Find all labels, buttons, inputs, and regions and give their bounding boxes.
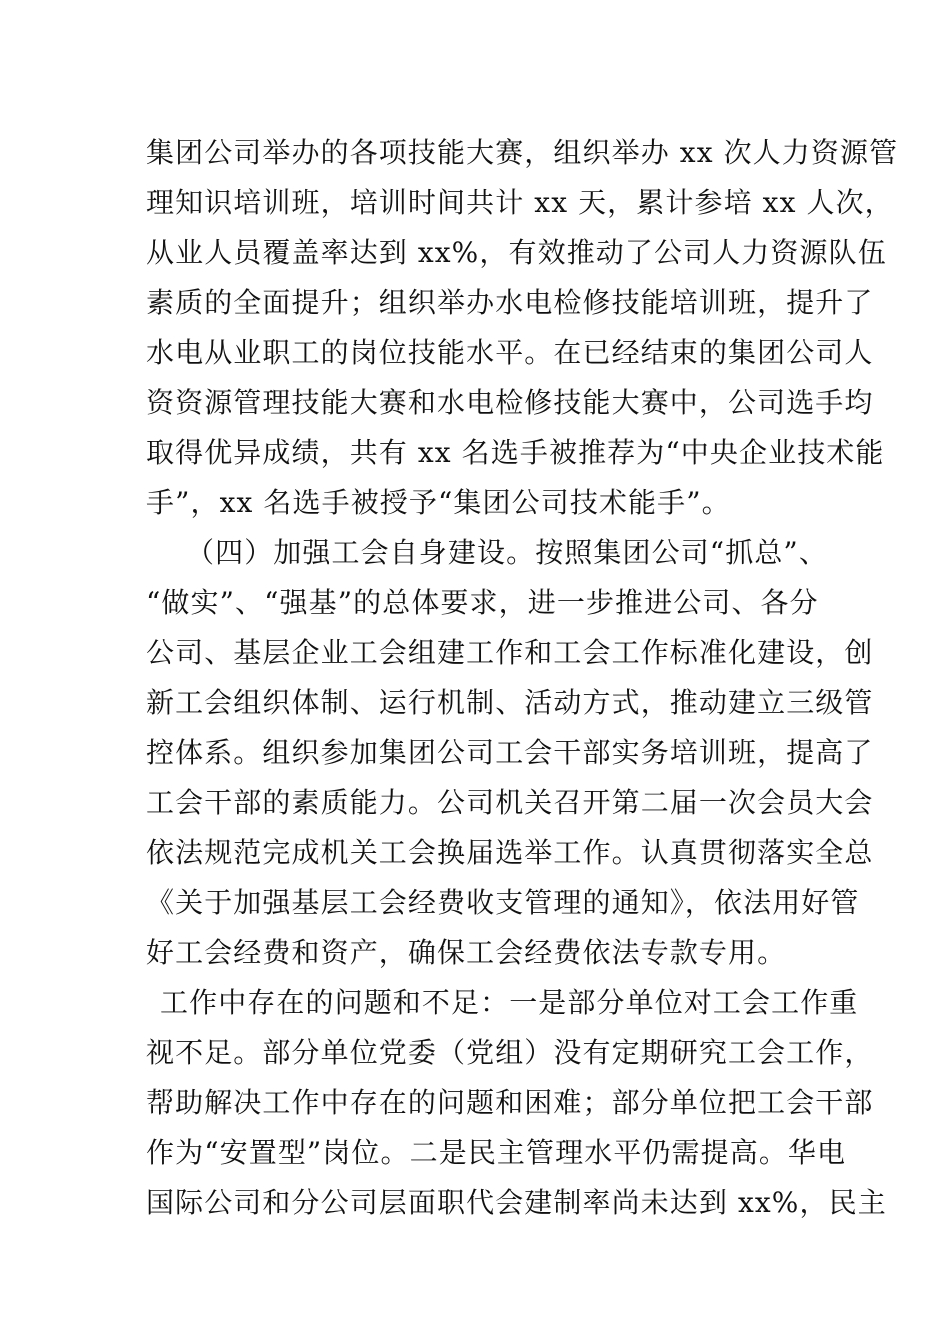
text-line: 视不足。部分单位党委（党组）没有定期研究工会工作， — [146, 1036, 874, 1069]
text-line: 国际公司和分公司层面职代会建制率尚未达到 xx%，民主 — [146, 1186, 887, 1219]
text-line: 新工会组织体制、运行机制、活动方式，推动建立三级管 — [146, 686, 874, 719]
text-line: 水电从业职工的岗位技能水平。在已经结束的集团公司人 — [146, 336, 874, 369]
text-line: 《关于加强基层工会经费收支管理的通知》，依法用好管 — [146, 886, 860, 919]
text-line: 集团公司举办的各项技能大赛，组织举办 xx 次人力资源管 — [146, 136, 899, 169]
text-line: 好工会经费和资产，确保工会经费依法专款专用。 — [146, 936, 787, 969]
text-line: 帮助解决工作中存在的问题和困难；部分单位把工会干部 — [146, 1086, 874, 1119]
text-line: （四）加强工会自身建设。按照集团公司“抓总”、 — [186, 536, 828, 569]
text-line: 手”，xx 名选手被授予“集团公司技术能手”。 — [146, 486, 731, 519]
text-line: 理知识培训班，培训时间共计 xx 天，累计参培 xx 人次， — [146, 186, 894, 219]
text-line: 资资源管理技能大赛和水电检修技能大赛中，公司选手均 — [146, 386, 874, 419]
text-line: 公司、基层企业工会组建工作和工会工作标准化建设，创 — [146, 636, 874, 669]
text-line: 控体系。组织参加集团公司工会干部实务培训班，提高了 — [146, 736, 874, 769]
text-line: 工作中存在的问题和不足：一是部分单位对工会工作重 — [160, 986, 859, 1019]
text-line: 工会干部的素质能力。公司机关召开第二届一次会员大会 — [146, 786, 874, 819]
text-line: 依法规范完成机关工会换届选举工作。认真贯彻落实全总 — [146, 836, 874, 869]
text-line: 素质的全面提升；组织举办水电检修技能培训班，提升了 — [146, 286, 874, 319]
text-line: 作为“安置型”岗位。二是民主管理水平仍需提高。华电 — [146, 1136, 847, 1169]
text-line: 从业人员覆盖率达到 xx%，有效推动了公司人力资源队伍 — [146, 236, 887, 269]
text-line: 取得优异成绩，共有 xx 名选手被推荐为“中央企业技术能 — [146, 436, 885, 469]
text-line: “做实”、“强基”的总体要求，进一步推进公司、各分 — [146, 586, 819, 619]
